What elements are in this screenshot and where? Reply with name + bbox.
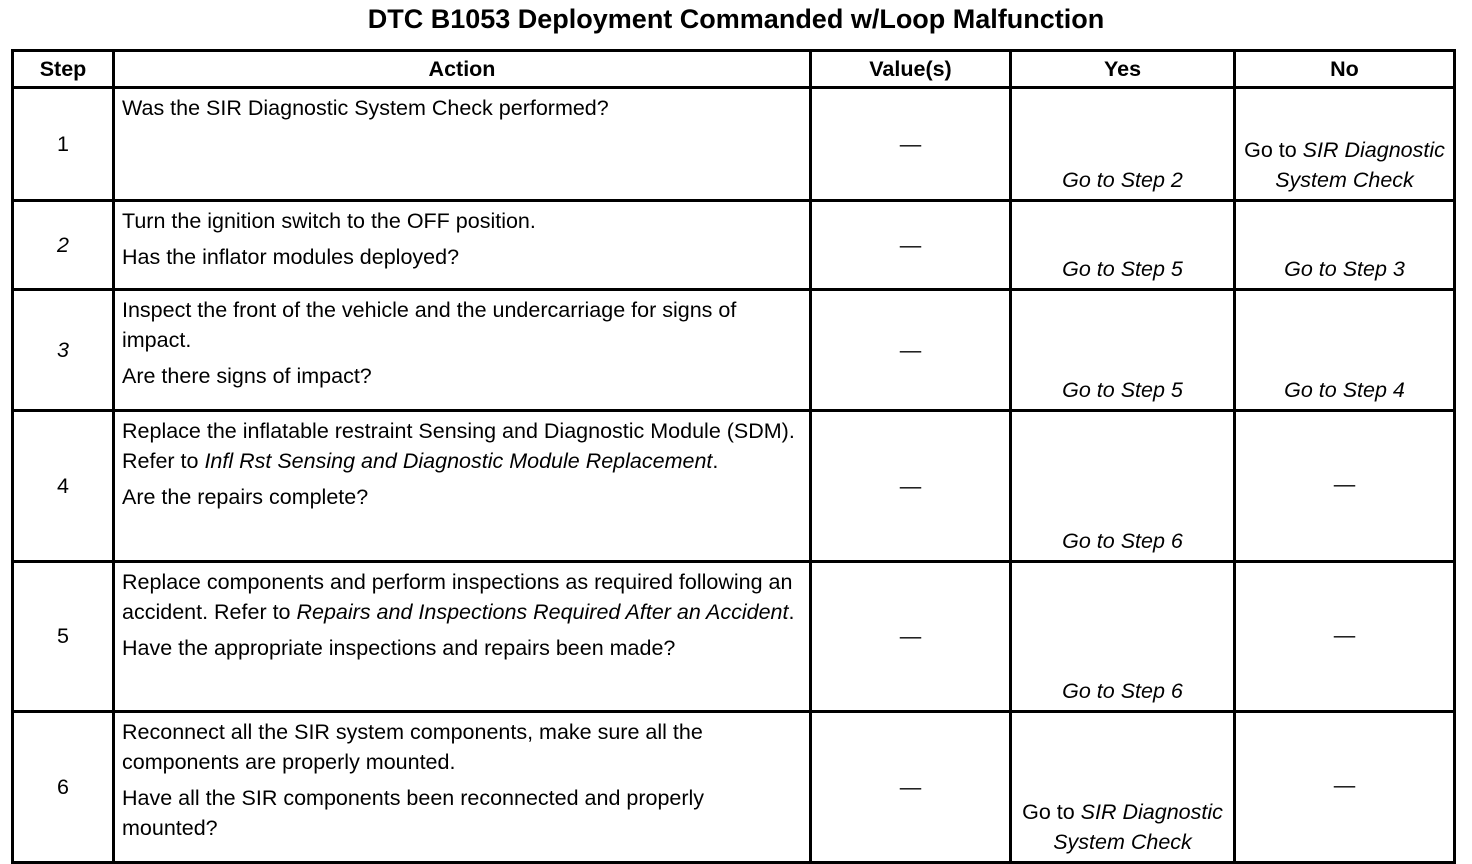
action-cell xyxy=(114,712,811,863)
no-cell: — xyxy=(1235,712,1455,863)
value-cell: — xyxy=(811,88,1011,201)
value-cell: — xyxy=(811,712,1011,863)
step-number: 2 xyxy=(13,201,114,290)
instruction-text: Replace the inflatable restraint Sensing and Diagnostic Module (SDM). Refer to xyxy=(122,419,795,473)
no-cell: Go to Step 3 xyxy=(1235,201,1455,290)
yes-link-text: SIR Diagnostic System Check xyxy=(1053,800,1223,854)
header-no: No xyxy=(1235,51,1455,88)
yes-cell xyxy=(1011,712,1235,863)
no-cell: — xyxy=(1235,562,1455,712)
table-row xyxy=(13,562,1455,712)
action-cell xyxy=(114,290,811,411)
no-cell: — xyxy=(1235,411,1455,562)
yes-cell: Go to Step 6 xyxy=(1011,562,1235,712)
yes-cell: Go to Step 5 xyxy=(1011,201,1235,290)
value-cell: — xyxy=(811,290,1011,411)
diagnostic-table xyxy=(11,49,1456,864)
table-row xyxy=(13,201,1455,290)
value-cell: — xyxy=(811,201,1011,290)
action-instruction: Turn the ignition switch to the OFF position. xyxy=(122,209,536,233)
action-instruction xyxy=(122,416,805,476)
action-question: Are the repairs complete? xyxy=(122,485,369,509)
table-row xyxy=(13,290,1455,411)
step-number: 6 xyxy=(13,712,114,863)
yes-link-prefix: Go to xyxy=(1022,800,1081,824)
table-row xyxy=(13,88,1455,201)
action-cell xyxy=(114,201,811,290)
instruction-end: . xyxy=(788,600,795,624)
action-question: Has the inflator modules deployed? xyxy=(122,245,460,269)
value-cell: — xyxy=(811,411,1011,562)
yes-cell: Go to Step 5 xyxy=(1011,290,1235,411)
header-action: Action xyxy=(114,51,811,88)
reference-link: Repairs and Inspections Required After an Accident xyxy=(296,600,789,624)
action-instruction: Reconnect all the SIR system components, make sure all the components are properly mounted. xyxy=(122,720,703,774)
header-yes: Yes xyxy=(1011,51,1235,88)
action-question: Was the SIR Diagnostic System Check performed? xyxy=(122,96,609,120)
header-step: Step xyxy=(13,51,114,88)
step-number: 4 xyxy=(13,411,114,562)
header-values: Value(s) xyxy=(811,51,1011,88)
action-question: Have all the SIR components been reconnected and properly mounted? xyxy=(122,786,705,840)
step-number: 3 xyxy=(13,290,114,411)
instruction-text: Replace components and perform inspections as required following an accident. Refer to xyxy=(122,570,793,624)
action-instruction xyxy=(122,567,805,627)
no-link-text: SIR Diagnostic System Check xyxy=(1275,138,1445,192)
no-cell xyxy=(1235,88,1455,201)
instruction-end: . xyxy=(712,449,719,473)
page-title: DTC B1053 Deployment Commanded w/Loop Malfunction xyxy=(367,4,1105,34)
yes-cell: Go to Step 2 xyxy=(1011,88,1235,201)
action-cell xyxy=(114,88,811,201)
action-instruction: Inspect the front of the vehicle and the undercarriage for signs of impact. xyxy=(122,298,737,352)
reference-link: Infl Rst Sensing and Diagnostic Module Replacement xyxy=(204,449,713,473)
table-row xyxy=(13,411,1455,562)
step-number: 5 xyxy=(13,562,114,712)
no-link-prefix: Go to xyxy=(1244,138,1303,162)
table-header-row xyxy=(13,51,1455,88)
action-question: Have the appropriate inspections and repairs been made? xyxy=(122,636,676,660)
yes-cell: Go to Step 6 xyxy=(1011,411,1235,562)
value-cell: — xyxy=(811,562,1011,712)
action-cell xyxy=(114,411,811,562)
action-cell xyxy=(114,562,811,712)
step-number: 1 xyxy=(13,88,114,201)
table-row xyxy=(13,712,1455,863)
action-question: Are there signs of impact? xyxy=(122,364,372,388)
no-cell: Go to Step 4 xyxy=(1235,290,1455,411)
